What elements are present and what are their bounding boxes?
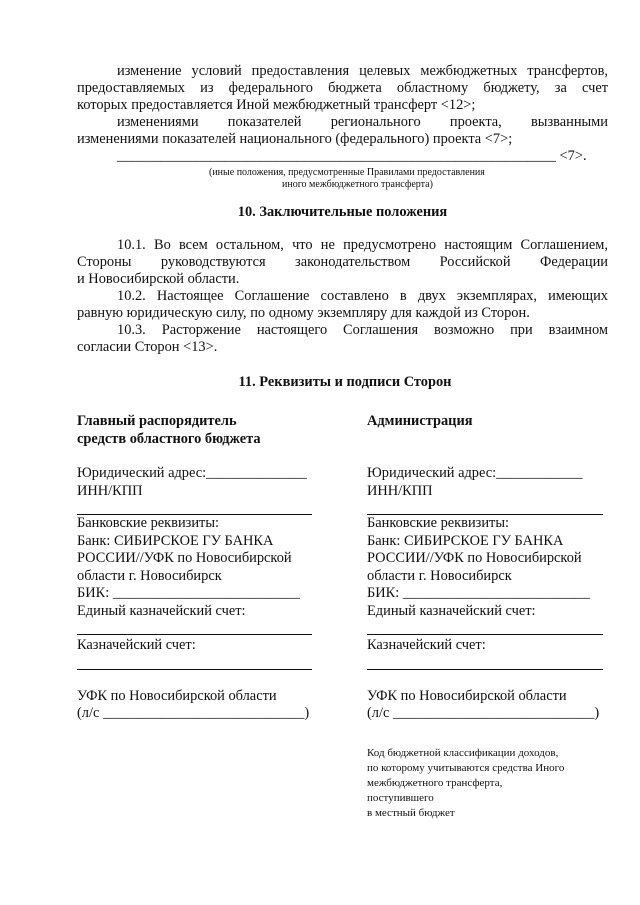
left-heading-line-2: средств областного бюджета — [77, 430, 261, 447]
kbk-note-line-1: Код бюджетной классификации доходов, — [367, 747, 559, 759]
right-bank-label: Банковские реквизиты: — [367, 515, 509, 531]
intro-blank-line: _____________________________________________________________ <7>. — [117, 148, 587, 164]
right-bank-line-1: Банк: СИБИРСКОЕ ГУ БАНКА — [367, 532, 564, 549]
right-inn-rule — [367, 500, 603, 515]
right-party-column — [367, 413, 603, 723]
intro-line-4: изменениями показателей регионального проекта, вызванными — [117, 114, 608, 130]
left-personal-account: (л/с ____________________________) — [77, 705, 310, 721]
right-bank-line-3: области г. Новосибирск — [367, 567, 512, 584]
left-treasury-account-rule — [77, 655, 312, 670]
intro-line-5: изменениями показателей национального (федерального) проекта <7>; — [77, 131, 513, 147]
kbk-note-line-4: поступившего — [367, 792, 434, 804]
section-10-p3-line-2: согласии Сторон <13>. — [77, 339, 218, 355]
right-treasury-single-account: Единый казначейский счет: — [367, 602, 536, 619]
left-treasury-single-account: Единый казначейский счет: — [77, 602, 246, 619]
section-10-title: 10. Заключительные положения — [237, 204, 448, 220]
section-10-p2-line-2: равную юридическую силу, по одному экземпляру для каждой из Сторон. — [77, 305, 530, 321]
left-bank-line-3: области г. Новосибирск — [77, 567, 222, 584]
kbk-note-line-5: в местный бюджет — [367, 807, 455, 819]
intro-footnote-1: (иные положения, предусмотренные Правилами предоставления — [209, 167, 485, 178]
right-bik: БИК: __________________________ — [367, 585, 590, 601]
left-party-column — [77, 413, 312, 723]
right-treasury-account: Казначейский счет: — [367, 637, 486, 653]
right-bank-line-2: РОССИИ//УФК по Новосибирской — [367, 550, 582, 566]
left-bank-line-2: РОССИИ//УФК по Новосибирской — [77, 550, 292, 566]
left-treasury-account: Казначейский счет: — [77, 637, 196, 653]
intro-line-2: предоставляемых из федерального бюджета областному бюджету, за счет — [77, 80, 608, 96]
left-bank-line-1: Банк: СИБИРСКОЕ ГУ БАНКА — [77, 532, 274, 549]
section-10-p2-line-1: 10.2. Настоящее Соглашение составлено в двух экземплярах, имеющих — [117, 288, 608, 304]
right-treasury-rule — [367, 620, 603, 635]
left-heading-line-1: Главный распорядитель — [77, 413, 237, 429]
left-bik: БИК: __________________________ — [77, 585, 300, 601]
right-legal-address: Юридический адрес:____________ — [367, 465, 583, 481]
right-ufk: УФК по Новосибирской области — [367, 687, 567, 704]
right-inn-kpp: ИНН/КПП — [367, 482, 433, 499]
left-inn-rule — [77, 500, 312, 515]
right-personal-account: (л/с ____________________________) — [367, 705, 600, 721]
right-treasury-account-rule — [367, 655, 603, 670]
left-ufk: УФК по Новосибирской области — [77, 687, 277, 704]
right-heading: Администрация — [367, 413, 473, 429]
left-treasury-rule — [77, 620, 312, 635]
kbk-note-line-3: межбюджетного трансферта, — [367, 777, 503, 789]
intro-line-1: изменение условий предоставления целевых межбюджетных трансфертов, — [117, 63, 608, 79]
intro-line-3: которых предоставляется Иной межбюджетный трансферт <12>; — [77, 97, 476, 113]
kbk-note-line-2: по которому учитываются средства Иного — [367, 762, 565, 774]
left-bank-label: Банковские реквизиты: — [77, 515, 219, 531]
left-inn-kpp: ИНН/КПП — [77, 482, 143, 499]
section-10-p1-line-1: 10.1. Во всем остальном, что не предусмотрено настоящим Соглашением, — [117, 237, 608, 253]
intro-footnote-2: иного межбюджетного трансферта) — [282, 179, 433, 190]
left-legal-address: Юридический адрес:______________ — [77, 465, 307, 481]
section-10-p1-line-2: Стороны руководствуются законодательством Российской Федерации — [77, 254, 608, 270]
section-10-p3-line-1: 10.3. Расторжение настоящего Соглашения возможно при взаимном — [117, 322, 608, 338]
section-10-p1-line-3: и Новосибирской области. — [77, 271, 240, 287]
section-11-title: 11. Реквизиты и подписи Сторон — [238, 374, 452, 390]
